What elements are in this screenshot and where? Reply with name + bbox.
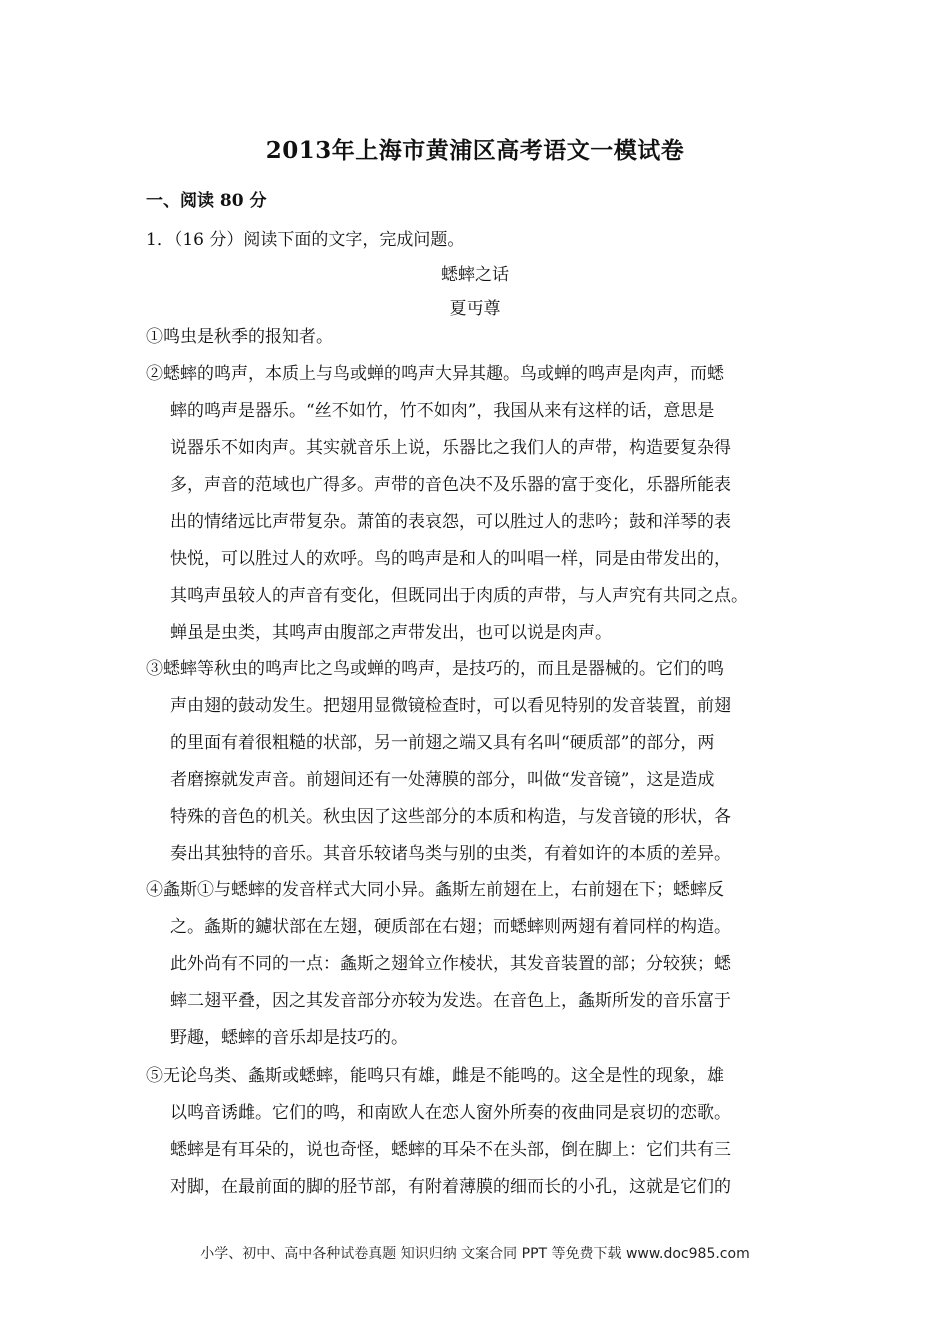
- paragraph-5: [146, 1058, 826, 1206]
- paragraph-2: [146, 356, 826, 652]
- page-footer: 小学、初中、高中各种试卷真题 知识归纳 文案合同 PPT 等免费下载 www.doc985.com: [200, 1246, 750, 1262]
- question-prompt: 1．（16 分）阅读下面的文字，完成问题。: [146, 230, 465, 250]
- article-author: 夏丏尊: [449, 299, 501, 319]
- paragraph-line: 野趣，蟋蟀的音乐却是技巧的。: [170, 1028, 408, 1048]
- paragraph-line: 出的情绪远比声带复杂。萧笛的表哀怨，可以胜过人的悲吟；鼓和洋琴的表: [170, 512, 731, 532]
- paragraph-line: 蝉虽是虫类，其鸣声由腹部之声带发出，也可以说是肉声。: [170, 623, 612, 643]
- paragraph-1: [146, 319, 826, 356]
- paragraph-line: 者磨擦就发声音。前翅间还有一处薄膜的部分，叫做“发音镜”，这是造成: [170, 770, 715, 790]
- paragraph-line: 其鸣声虽较人的声音有变化，但既同出于肉质的声带，与人声究有共同之点。: [170, 586, 748, 606]
- paragraph-line: ②蟋蟀的鸣声，本质上与鸟或蝉的鸣声大异其趣。鸟或蝉的鸣声是肉声，而蟋: [146, 364, 724, 384]
- paragraph-line: 对脚，在最前面的脚的胫节部，有附着薄膜的细而长的小孔，这就是它们的: [170, 1177, 731, 1197]
- article-title: 蟋蟀之话: [441, 265, 509, 285]
- paragraph-3: [146, 651, 826, 873]
- paragraph-line: 的里面有着很粗糙的状部，另一前翅之端又具有名叫“硬质部”的部分，两: [170, 733, 715, 753]
- paragraph-line: 蟋蟀是有耳朵的，说也奇怪，蟋蟀的耳朵不在头部，倒在脚上：它们共有三: [170, 1140, 731, 1160]
- paragraph-line: 快悦，可以胜过人的欢呼。鸟的鸣声是和人的叫唱一样，同是由带发出的，: [170, 549, 731, 569]
- paragraph-line: 以鸣音诱雌。它们的鸣，和南欧人在恋人窗外所奏的夜曲同是哀切的恋歌。: [170, 1103, 731, 1123]
- paragraph-line: 说器乐不如肉声。其实就音乐上说，乐器比之我们人的声带，构造要复杂得: [170, 438, 731, 458]
- paragraph-line: 奏出其独特的音乐。其音乐较诸鸟类与别的虫类，有着如许的本质的差异。: [170, 844, 731, 864]
- paragraph-line: 此外尚有不同的一点：螽斯之翅耸立作棱状，其发音装置的部；分较狭；蟋: [170, 954, 731, 974]
- paragraph-line: ③蟋蟀等秋虫的鸣声比之鸟或蝉的鸣声，是技巧的，而且是器械的。它们的鸣: [146, 659, 724, 679]
- paragraph-4: [146, 872, 826, 1057]
- section-heading: 一、阅读 80 分: [146, 191, 267, 211]
- paragraph-line: ④螽斯①与蟋蟀的发音样式大同小异。螽斯左前翅在上，右前翅在下；蟋蟀反: [146, 880, 724, 900]
- paragraph-line: 声由翅的鼓动发生。把翅用显微镜检查时，可以看见特别的发音装置，前翅: [170, 696, 731, 716]
- paragraph-line: 蟀的鸣声是器乐。“丝不如竹，竹不如肉”，我国从来有这样的话，意思是: [170, 401, 715, 421]
- page-title: 2013年上海市黄浦区高考语文一模试卷: [265, 137, 685, 164]
- paragraph-line: 多，声音的范域也广得多。声带的音色决不及乐器的富于变化，乐器所能表: [170, 475, 731, 495]
- paragraph-line: ①鸣虫是秋季的报知者。: [146, 327, 333, 347]
- paragraph-line: 之。螽斯的鑢状部在左翅，硬质部在右翅；而蟋蟀则两翅有着同样的构造。: [170, 917, 731, 937]
- paragraph-line: 特殊的音色的机关。秋虫因了这些部分的本质和构造，与发音镜的形状，各: [170, 807, 731, 827]
- paragraph-line: 蟀二翅平叠，因之其发音部分亦较为发迭。在音色上，螽斯所发的音乐富于: [170, 991, 731, 1011]
- paragraph-line: ⑤无论鸟类、螽斯或蟋蟀，能鸣只有雄，雌是不能鸣的。这全是性的现象，雄: [146, 1066, 724, 1086]
